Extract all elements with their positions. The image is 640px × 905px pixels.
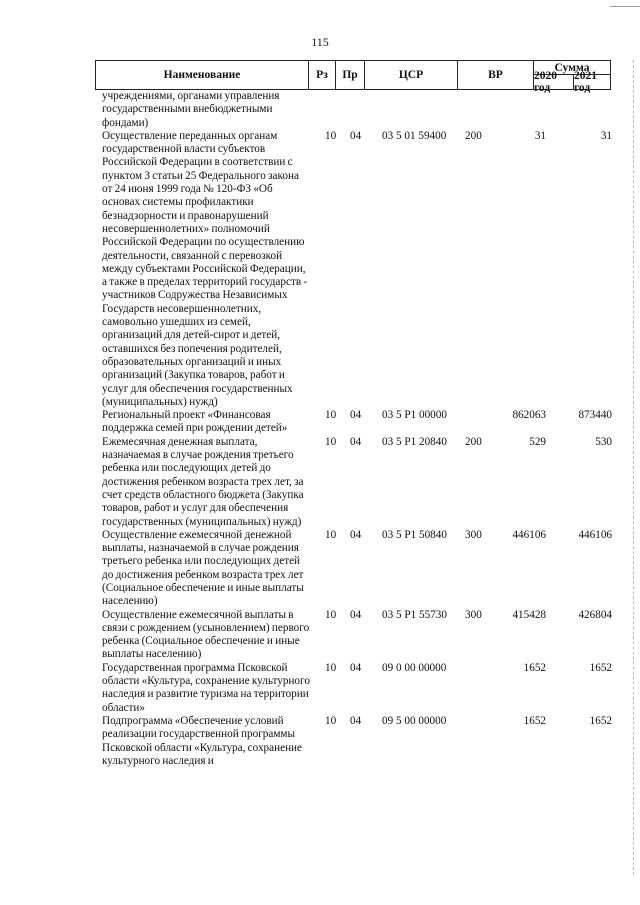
row-rz: 10	[325, 528, 337, 541]
row-name: учреждениями, органами управления государственными внебюджетными фондами)	[102, 90, 280, 129]
header-year-2020: 2020 год	[534, 75, 574, 89]
row-rz: 10	[325, 608, 337, 621]
row-name: Осуществление ежемесячной денежной выплаты, назначаемой в случае рождения третьего ребенка или последующих детей до достижения ребенком возраста трех лет (Социальное обеспечение и иные выплаты населению)	[102, 528, 304, 608]
table-body	[102, 90, 612, 768]
table-row	[102, 130, 612, 409]
table-row	[102, 609, 612, 662]
scan-edge-line	[633, 60, 634, 875]
row-sum-2020: 529	[529, 435, 546, 448]
row-vr: 200	[465, 435, 482, 448]
row-pr: 04	[350, 435, 362, 448]
row-sum-2020: 862063	[512, 409, 546, 422]
row-name: Региональный проект «Финансовая поддержка семей при рождении детей»	[102, 409, 288, 435]
row-sum-2021: 530	[595, 435, 612, 448]
row-sum-2020: 415428	[512, 608, 546, 621]
table-row	[102, 529, 612, 609]
header-name: Наименование	[96, 61, 309, 89]
row-sum-2021: 873440	[578, 409, 612, 422]
table-row	[102, 662, 612, 715]
row-vr: 300	[465, 528, 482, 541]
row-name: Осуществление переданных органам государственной власти субъектов Российской Федерации в соответствии с пунктом 3 статьи 25 Федерального закона от 24 июня 1999 года № 120-ФЗ «Об основах системы профилактики безнадзорности и правонарушений несовершеннолетних» полномочий Российской Федерации по осуществлению деятельности, связанной с перевозкой между субъектами Российской Федерации, а также в пределах территорий государств - участников Содружества Независимых Государств несовершеннолетних, самовольно ушедших из семей, организаций для детей-сирот и детей, оставшихся без попечения родителей, образовательных организаций и иных организаций (Закупка товаров, работ и услуг для обеспечения государственных (муниципальных) нужд)	[102, 129, 308, 408]
scan-corner-mark	[610, 6, 640, 7]
page-number: 115	[311, 35, 329, 49]
row-name: Ежемесячная денежная выплата, назначаемая в случае рождения третьего ребенка или последующих детей до достижения ребенком возраста трех лет, за счет средств областного бюджета (Закупка товаров, работ и услуг для обеспечения государственных (муниципальных) нужд)	[102, 435, 304, 528]
header-summa: Сумма	[534, 61, 610, 75]
row-pr: 04	[350, 661, 362, 674]
row-rz: 10	[325, 661, 337, 674]
row-rz: 10	[325, 714, 337, 727]
row-sum-2020: 446106	[512, 528, 546, 541]
table-row	[102, 409, 612, 436]
row-csr: 03 5 Р1 00000	[382, 409, 447, 422]
row-name: Подпрограмма «Обеспечение условий реализации государственной программы Псковской области «Культура, сохранение культурного наследия и	[102, 714, 303, 767]
table-row	[102, 715, 612, 768]
table-row	[102, 90, 612, 130]
header-rz: Рз	[309, 61, 336, 89]
row-rz: 10	[325, 409, 337, 422]
row-vr: 300	[465, 608, 482, 621]
row-sum-2020: 1652	[523, 714, 546, 727]
header-pr: Пр	[336, 61, 365, 89]
row-csr: 03 5 Р1 55730	[382, 608, 447, 621]
row-csr: 09 0 00 00000	[382, 661, 447, 674]
row-sum-2021: 1652	[589, 661, 612, 674]
row-sum-2021: 31	[600, 129, 612, 142]
row-sum-2020: 31	[534, 129, 546, 142]
row-pr: 04	[350, 409, 362, 422]
row-pr: 04	[350, 528, 362, 541]
row-csr: 03 5 01 59400	[382, 129, 447, 142]
table-row	[102, 436, 612, 529]
header-csr: ЦСР	[365, 61, 458, 89]
row-sum-2021: 446106	[578, 528, 612, 541]
row-vr: 200	[465, 129, 482, 142]
row-rz: 10	[325, 435, 337, 448]
row-csr: 03 5 Р1 20840	[382, 435, 447, 448]
row-pr: 04	[350, 608, 362, 621]
row-sum-2021: 1652	[589, 714, 612, 727]
row-pr: 04	[350, 129, 362, 142]
row-name: Осуществление ежемесячной выплаты в связи с рождением (усыновлением) первого ребенка (Социальное обеспечение и иные выплаты населению)	[102, 608, 310, 661]
table-header	[95, 60, 611, 94]
row-sum-2020: 1652	[523, 661, 546, 674]
header-vr: ВР	[458, 61, 534, 89]
row-csr: 03 5 Р1 50840	[382, 528, 447, 541]
row-csr: 09 5 00 00000	[382, 714, 447, 727]
row-sum-2021: 426804	[578, 608, 612, 621]
header-year-2021: 2021 год	[574, 70, 597, 94]
row-pr: 04	[350, 714, 362, 727]
row-rz: 10	[325, 129, 337, 142]
row-name: Государственная программа Псковской области «Культура, сохранение культурного наследия и развитие туризма на территории области»	[102, 661, 310, 714]
